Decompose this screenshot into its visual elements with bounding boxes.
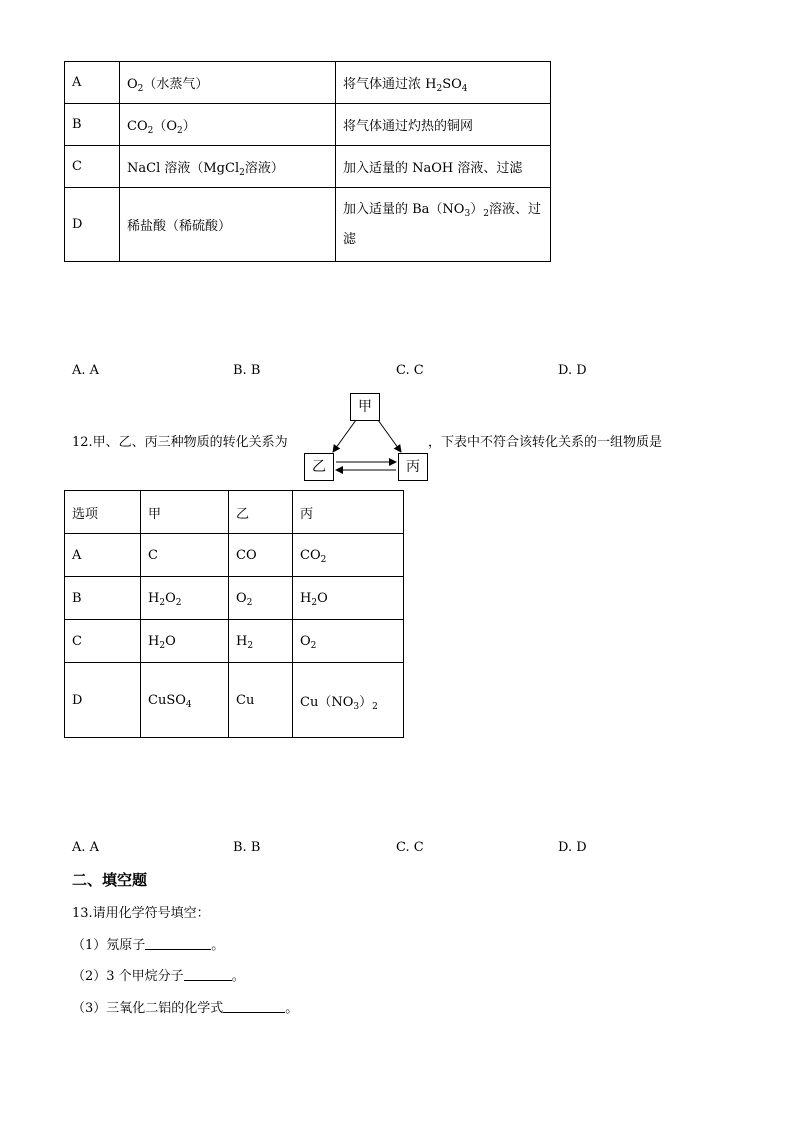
subscript: 3 (464, 208, 471, 219)
table-row (65, 104, 551, 146)
table-row (65, 62, 551, 104)
text: O (127, 77, 138, 92)
text: O (236, 590, 247, 606)
header-cell: 丙 (293, 491, 404, 534)
answer-blank[interactable] (184, 968, 232, 981)
question-12-prefix: 12.甲、乙、丙三种物质的转化关系为 (72, 435, 288, 450)
item-label: （1）氖原子 (72, 938, 146, 953)
table-row (65, 577, 404, 620)
subscript: 2 (311, 597, 318, 608)
subscript: 2 (159, 640, 166, 651)
purification-table (64, 61, 551, 262)
item-end: 。 (285, 1001, 299, 1016)
bing-cell (293, 620, 404, 663)
table-row (65, 620, 404, 663)
substance-cell (120, 146, 336, 188)
subscript: 2 (320, 554, 327, 565)
bing-cell (293, 663, 404, 738)
method-cell (336, 188, 551, 262)
text: 溶液、过 (488, 201, 541, 217)
header-cell: 选项 (65, 491, 141, 534)
question-12-suffix: ，下表中不符合该转化关系的一组物质是 (428, 435, 663, 450)
subscript: 2 (310, 640, 317, 651)
jia-cell (141, 663, 229, 738)
option-c[interactable]: C. C (396, 363, 424, 378)
text: SO (442, 77, 462, 92)
option-a[interactable]: A. A (72, 840, 100, 855)
subscript: 2 (159, 597, 166, 608)
text: O (165, 590, 176, 606)
method-cell: 加入适量的 NaOH 溶液、过滤 (336, 146, 551, 188)
text: H (148, 590, 160, 606)
text: （O (153, 119, 178, 134)
option-cell: A (65, 62, 120, 104)
jia-cell: C (141, 534, 229, 577)
subscript: 2 (175, 597, 182, 608)
option-b[interactable]: B. B (233, 840, 261, 855)
answer-blank[interactable] (223, 1000, 285, 1013)
text: O (300, 633, 311, 649)
text: ） (359, 694, 373, 710)
text: H (236, 633, 248, 649)
question-13-title: 13.请用化学符号填空： (72, 906, 210, 921)
question-13-item-1 (72, 934, 224, 953)
subscript: 2 (239, 168, 245, 178)
option-cell: C (65, 620, 141, 663)
table-header-row (65, 491, 404, 534)
diagram-node-jia: 甲 (350, 393, 380, 421)
subscript: 2 (483, 208, 489, 219)
subscript: 2 (436, 84, 443, 94)
yi-cell (229, 620, 293, 663)
subscript: 2 (247, 640, 254, 651)
substance-cell: 稀盐酸（稀硫酸） (120, 188, 336, 262)
option-cell: C (65, 146, 120, 188)
text: （水蒸气） (143, 77, 209, 92)
substance-cell (120, 62, 336, 104)
yi-cell: CO (229, 534, 293, 577)
table-row (65, 663, 404, 738)
conversion-table (64, 490, 404, 738)
diagram-node-bing: 丙 (398, 453, 428, 481)
subscript: 2 (177, 126, 183, 136)
text: O (317, 590, 328, 606)
option-cell: D (65, 663, 141, 738)
text: H (148, 633, 160, 649)
option-cell: B (65, 577, 141, 620)
jia-cell (141, 620, 229, 663)
question-13-item-3 (72, 997, 298, 1016)
subscript: 4 (185, 699, 192, 710)
substance-cell (120, 104, 336, 146)
text: ） (470, 201, 484, 217)
text: 滤 (343, 231, 357, 247)
arrow-jia-to-bing (378, 420, 401, 452)
option-d[interactable]: D. D (558, 363, 587, 378)
text: ） (182, 119, 196, 134)
text: CO (300, 547, 321, 563)
item-label: （2）3 个甲烷分子 (72, 969, 184, 984)
option-d[interactable]: D. D (558, 840, 587, 855)
table-row (65, 534, 404, 577)
yi-cell (229, 577, 293, 620)
item-end: 。 (211, 938, 225, 953)
subscript: 2 (147, 126, 154, 136)
section-heading: 二、填空题 (72, 871, 148, 889)
answer-blank[interactable] (145, 937, 211, 950)
arrow-jia-to-yi (333, 420, 356, 452)
text: NaCl 溶液（MgCl (127, 161, 240, 176)
table-row (65, 188, 551, 262)
bing-cell (293, 534, 404, 577)
text: 溶液） (244, 161, 284, 176)
text: O (165, 633, 176, 649)
subscript: 4 (461, 84, 468, 94)
method-cell: 将气体通过灼热的铜网 (336, 104, 551, 146)
table-row (65, 146, 551, 188)
subscript: 2 (372, 701, 378, 712)
subscript: 2 (137, 84, 144, 94)
header-cell: 甲 (141, 491, 229, 534)
diagram-node-yi: 乙 (304, 453, 334, 481)
option-c[interactable]: C. C (396, 840, 424, 855)
text: Cu（NO (300, 694, 354, 710)
subscript: 3 (353, 701, 360, 712)
text: H (300, 590, 312, 606)
text: 将气体通过浓 H (343, 77, 437, 92)
option-a[interactable]: A. A (72, 363, 100, 378)
header-cell: 乙 (229, 491, 293, 534)
option-cell: A (65, 534, 141, 577)
option-cell: B (65, 104, 120, 146)
item-label: （3）三氧化二铝的化学式 (72, 1001, 224, 1016)
option-cell: D (65, 188, 120, 262)
text: CO (127, 119, 148, 134)
subscript: 2 (246, 597, 253, 608)
text: 加入适量的 Ba（NO (343, 201, 465, 217)
option-b[interactable]: B. B (233, 363, 261, 378)
jia-cell (141, 577, 229, 620)
question-13-item-2 (72, 965, 245, 984)
method-cell (336, 62, 551, 104)
text: CuSO (148, 692, 186, 708)
yi-cell: Cu (229, 663, 293, 738)
bing-cell (293, 577, 404, 620)
item-end: 。 (231, 969, 245, 984)
